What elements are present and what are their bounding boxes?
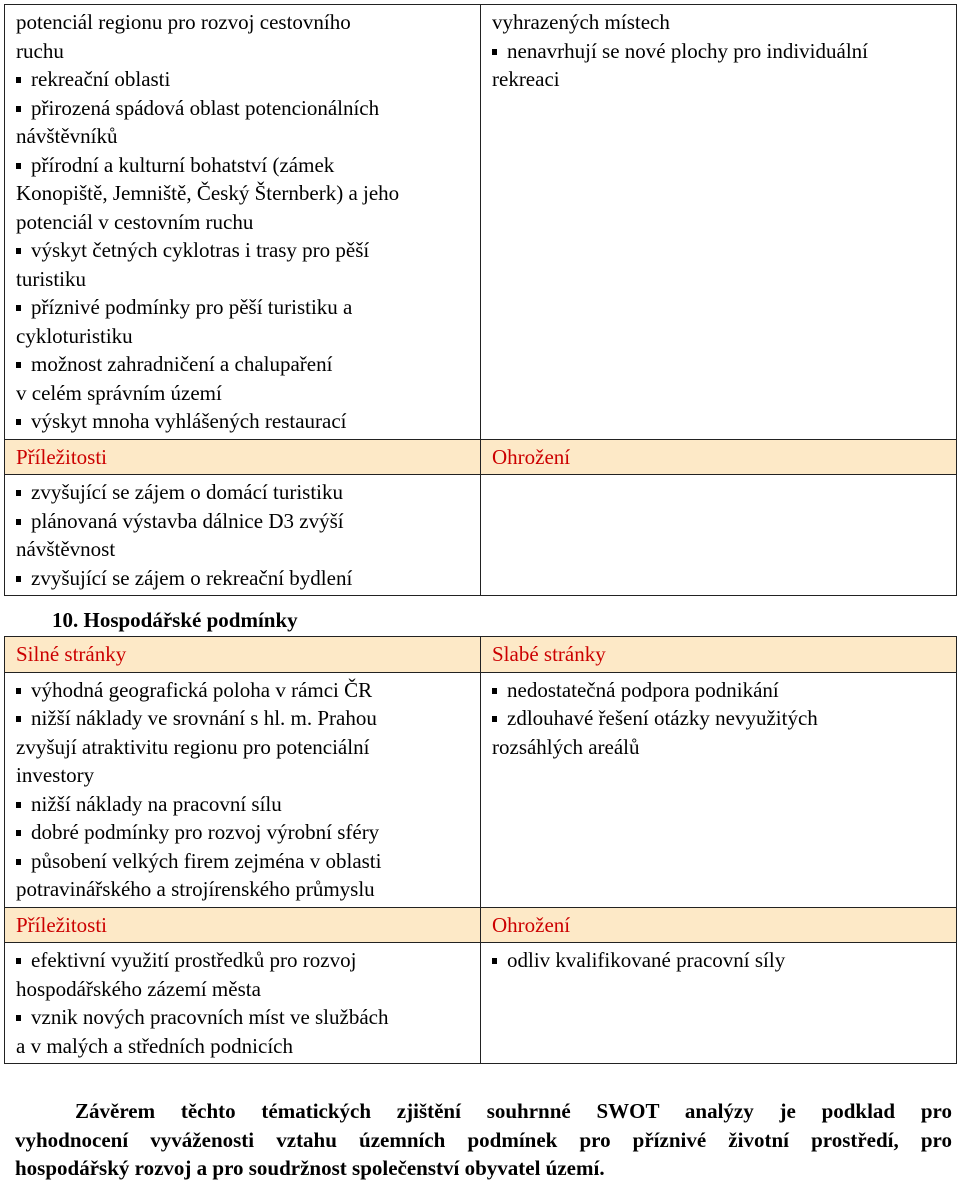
threats-heading: Ohrožení — [481, 439, 957, 475]
list-line: efektivní využití prostředků pro rozvoj — [16, 946, 471, 975]
weaknesses-cell — [481, 672, 957, 907]
opportunities-heading: Příležitosti — [5, 439, 481, 475]
list-line: zvyšující se zájem o rekreační bydlení — [16, 564, 471, 593]
list-line: potravinářského a strojírenského průmyslu — [16, 877, 375, 901]
opportunities-cell — [5, 475, 481, 596]
list-line: působení velkých firem zejména v oblasti — [16, 847, 471, 876]
strengths-cell — [5, 672, 481, 907]
weaknesses-cell — [481, 5, 957, 440]
list-line: Konopiště, Jemniště, Český Šternberk) a jeho — [16, 181, 400, 205]
section-title: 10. Hospodářské podmínky — [52, 608, 298, 632]
list-line: výhodná geografická poloha v rámci ČR — [16, 676, 471, 705]
weaknesses-heading: Slabé stránky — [481, 637, 957, 673]
threats-cell — [481, 475, 957, 596]
threats-heading: Ohrožení — [481, 907, 957, 943]
list-line: rekreaci — [492, 67, 560, 91]
list-line: investory — [16, 763, 95, 787]
list-line: rozsáhlých areálů — [492, 734, 640, 759]
list-line: přírodní a kulturní bohatství (zámek — [16, 151, 471, 180]
list-line: v celém správním území — [16, 380, 222, 405]
list-line: přirozená spádová oblast potencionálních — [16, 94, 471, 123]
list-line: hospodářského zázemí města — [16, 976, 261, 1001]
threats-cell — [481, 943, 957, 1064]
list-line: příznivé podmínky pro pěší turistiku a — [16, 293, 471, 322]
conclusion-line: vyhodnocení vyváženosti vztahu územních podmínek pro příznivé životní prostředí, pro — [15, 1127, 952, 1152]
list-line: potenciál regionu pro rozvoj cestovního — [16, 10, 351, 34]
swot-table-economy — [4, 636, 957, 1064]
list-line: nenavrhují se nové plochy pro individuální — [492, 37, 947, 66]
swot-table-tourism — [4, 4, 957, 596]
list-line: potenciál v cestovním ruchu — [16, 209, 254, 234]
list-line: zvyšující se zájem o domácí turistiku — [16, 478, 471, 507]
list-line: odliv kvalifikované pracovní síly — [492, 946, 947, 975]
list-line: vyhrazených místech — [492, 10, 670, 34]
list-line: návštěvnost — [16, 537, 116, 561]
strengths-cell — [5, 5, 481, 440]
list-line: zvyšují atraktivitu regionu pro potenciální — [16, 734, 370, 759]
list-line: nižší náklady na pracovní sílu — [16, 790, 471, 819]
list-line: a v malých a středních podnicích — [16, 1033, 293, 1058]
list-line: nižší náklady ve srovnání s hl. m. Prahou — [16, 704, 471, 733]
list-line: možnost zahradničení a chalupaření — [16, 350, 471, 379]
list-line: plánovaná výstavba dálnice D3 zvýší — [16, 507, 471, 536]
list-line: cykloturistiku — [16, 323, 133, 348]
conclusion-paragraph — [15, 1097, 952, 1183]
list-line: zdlouhavé řešení otázky nevyužitých — [492, 704, 947, 733]
conclusion-line: hospodářský rozvoj a pro soudržnost společenství obyvatel území. — [15, 1156, 605, 1180]
list-line: návštěvníků — [16, 124, 118, 148]
list-line: výskyt mnoha vyhlášených restaurací — [16, 407, 471, 436]
list-line: turistiku — [16, 266, 87, 291]
list-line: nedostatečná podpora podnikání — [492, 676, 947, 705]
list-line: výskyt četných cyklotras i trasy pro pěší — [16, 236, 471, 265]
list-line: vznik nových pracovních míst ve službách — [16, 1003, 471, 1032]
opportunities-heading: Příležitosti — [5, 907, 481, 943]
list-line: dobré podmínky pro rozvoj výrobní sféry — [16, 818, 471, 847]
opportunities-cell — [5, 943, 481, 1064]
strengths-heading: Silné stránky — [5, 637, 481, 673]
list-line: rekreační oblasti — [16, 65, 471, 94]
list-line: ruchu — [16, 38, 64, 63]
conclusion-line: Závěrem těchto tématických zjištění souhrnné SWOT analýzy je podklad pro — [75, 1099, 952, 1123]
